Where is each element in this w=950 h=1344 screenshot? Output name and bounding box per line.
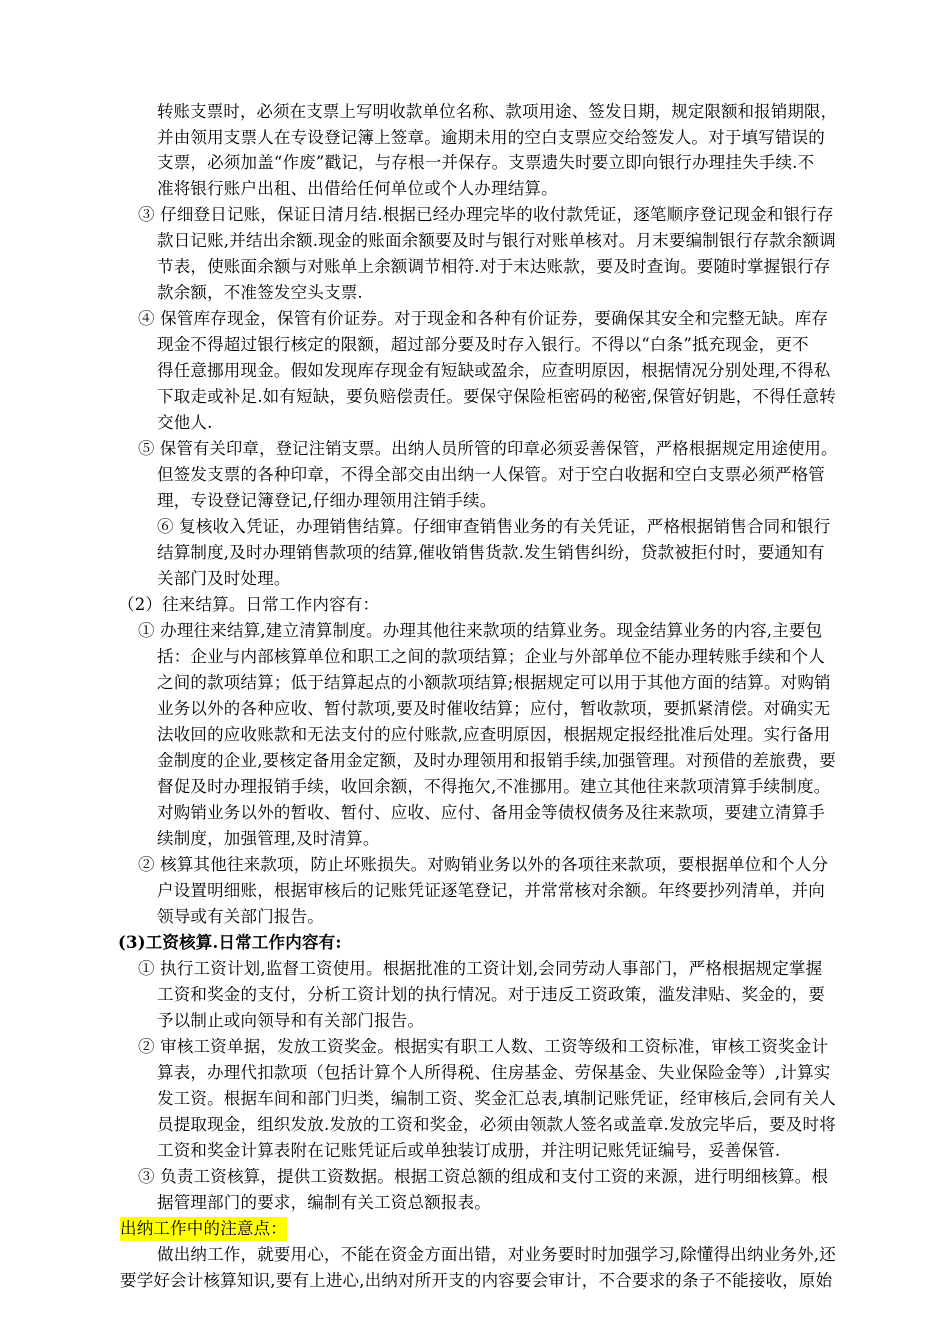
text-line: 支票，必须加盖“作废”戳记，与存根一并保存。支票遗失时要立即向银行办理挂失手续.不	[157, 153, 815, 172]
list-item-4: ④ 保管库存现金，保管有价证券。对于现金和各种有价证券，要确保其安全和完整无缺。库存	[138, 309, 829, 328]
text-line: 现金不得超过银行核定的限额，超过部分要及时存入银行。不得以“白条”抵充现金，更不	[157, 335, 809, 354]
text-line: 款余额，不准签发空头支票.	[157, 283, 363, 302]
list-item-2: ② 核算其他往来款项，防止坏账损失。对购销业务以外的各项往来款项，要根据单位和个人分	[138, 855, 829, 874]
text-line: 续制度，加强管理,及时清算。	[157, 829, 380, 848]
text-line: 对购销业务以外的暂收、暂付、应收、应付、备用金等债权债务及往来款项，要建立清算手	[157, 803, 825, 822]
text-line: 督促及时办理报销手续，收回余额，不得拖欠,不准挪用。建立其他往来款项清算手续制度。	[157, 777, 831, 796]
text-line: 转账支票时，必须在支票上写明收款单位名称、款项用途、签发日期，规定限额和报销期限，	[157, 102, 838, 121]
list-item-2: ② 审核工资单据，发放工资奖金。根据实有职工人数、工资等级和工资标准，审核工资奖金计	[138, 1037, 829, 1056]
highlighted-heading: 出纳工作中的注意点：	[120, 1217, 287, 1241]
text-line: 金制度的企业,要核定备用金定额，及时办理领用和报销手续,加强管理。对预借的差旅费，要	[157, 751, 836, 770]
list-item-3: ③ 仔细登日记账，保证日清月结.根据已经办理完毕的收付款凭证，逐笔顺序登记现金和银行存	[138, 205, 834, 224]
text-line: 领导或有关部门报告。	[157, 907, 324, 926]
text-line: 理，专设登记簿登记,仔细办理领用注销手续。	[157, 491, 497, 510]
text-line: 得任意挪用现金。假如发现库存现金有短缺或盈余，应查明原因，根据情况分别处理,不得私	[157, 361, 831, 380]
text-line: 工资和奖金计算表附在记账凭证后或单独装订成册，并注明记账凭证编号，妥善保管.	[157, 1141, 781, 1160]
text-line: 做出纳工作，就要用心，不能在资金方面出错，对业务要时时加强学习,除懂得出纳业务外,还	[157, 1245, 836, 1264]
text-line: 要学好会计核算知识,要有上进心,出纳对所开支的内容要会审计，不合要求的条子不能接收，原始	[120, 1271, 833, 1290]
text-line: 下取走或补足.如有短缺，要负赔偿责任。要保守保险柜密码的秘密,保管好钥匙，不得任意转	[157, 387, 836, 406]
text-line: 但签发支票的各种印章，不得全部交由出纳一人保管。对于空白收据和空白支票必须严格管	[157, 465, 825, 484]
section-heading-3: (3)工资核算.日常工作内容有:	[118, 933, 342, 952]
list-item-5: ⑤ 保管有关印章，登记注销支票。出纳人员所管的印章必须妥善保管，严格根据规定用途使用。	[138, 439, 838, 458]
text-line: 括：企业与内部核算单位和职工之间的款项结算；企业与外部单位不能办理转账手续和个人	[157, 647, 825, 666]
text-line: 员提取现金，组织发放.发放的工资和奖金，必须由领款人签名或盖章.发放完毕后，要及时将	[157, 1115, 836, 1134]
text-line: 法收回的应收账款和无法支付的应付账款,应查明原因，根据规定报经批准后处理。实行备用	[157, 725, 831, 744]
text-line: 关部门及时处理。	[157, 569, 291, 588]
text-line: 准将银行账户出租、出借给任何单位或个人办理结算。	[157, 179, 558, 198]
list-item-1: ① 执行工资计划,监督工资使用。根据批准的工资计划,会同劳动人事部门，严格根据规定掌握	[138, 959, 823, 978]
text-line: 节表，使账面余额与对账单上余额调节相符.对于末达账款，要及时查询。要随时掌握银行存	[157, 257, 831, 276]
text-line: 并由领用支票人在专设登记簿上签章。逾期未用的空白支票应交给签发人。对于填写错误的	[157, 128, 825, 147]
list-item-6: ⑥ 复核收入凭证，办理销售结算。仔细审查销售业务的有关凭证，严格根据销售合同和银行	[157, 517, 831, 536]
section-heading-2: （2）往来结算。日常工作内容有：	[118, 595, 380, 614]
text-line: 予以制止或向领导和有关部门报告。	[157, 1011, 425, 1030]
text-line: 算表，办理代扣款项（包括计算个人所得税、住房基金、劳保基金、失业保险金等）,计算实	[157, 1063, 831, 1082]
list-item-1: ① 办理往来结算,建立清算制度。办理其他往来款项的结算业务。现金结算业务的内容,主要包	[138, 621, 823, 640]
text-line: 发工资。根据车间和部门归类，编制工资、奖金汇总表,填制记账凭证，经审核后,会同有关人	[157, 1089, 836, 1108]
text-line: 工资和奖金的支付，分析工资计划的执行情况。对于违反工资政策，滥发津贴、奖金的，要	[157, 985, 825, 1004]
text-line: 交他人.	[157, 413, 213, 432]
text-line: 据管理部门的要求，编制有关工资总额报表。	[157, 1193, 491, 1212]
list-item-3: ③ 负责工资核算，提供工资数据。根据工资总额的组成和支付工资的来源，进行明细核算。根	[138, 1167, 829, 1186]
text-line: 款日记账,并结出余额.现金的账面余额要及时与银行对账单核对。月末要编制银行存款余额调	[157, 231, 836, 250]
text-line: 户设置明细账，根据审核后的记账凭证逐笔登记，并常常核对余额。年终要抄列清单，并向	[157, 881, 825, 900]
text-line: 结算制度,及时办理销售款项的结算,催收销售货款.发生销售纠纷，贷款被拒付时，要通知有	[157, 543, 825, 562]
text-line: 之间的款项结算；低于结算起点的小额款项结算;根据规定可以用于其他方面的结算。对购销	[157, 673, 831, 692]
text-line: 业务以外的各种应收、暂付款项,要及时催收结算；应付，暂收款项，要抓紧清偿。对确实无	[157, 699, 831, 718]
